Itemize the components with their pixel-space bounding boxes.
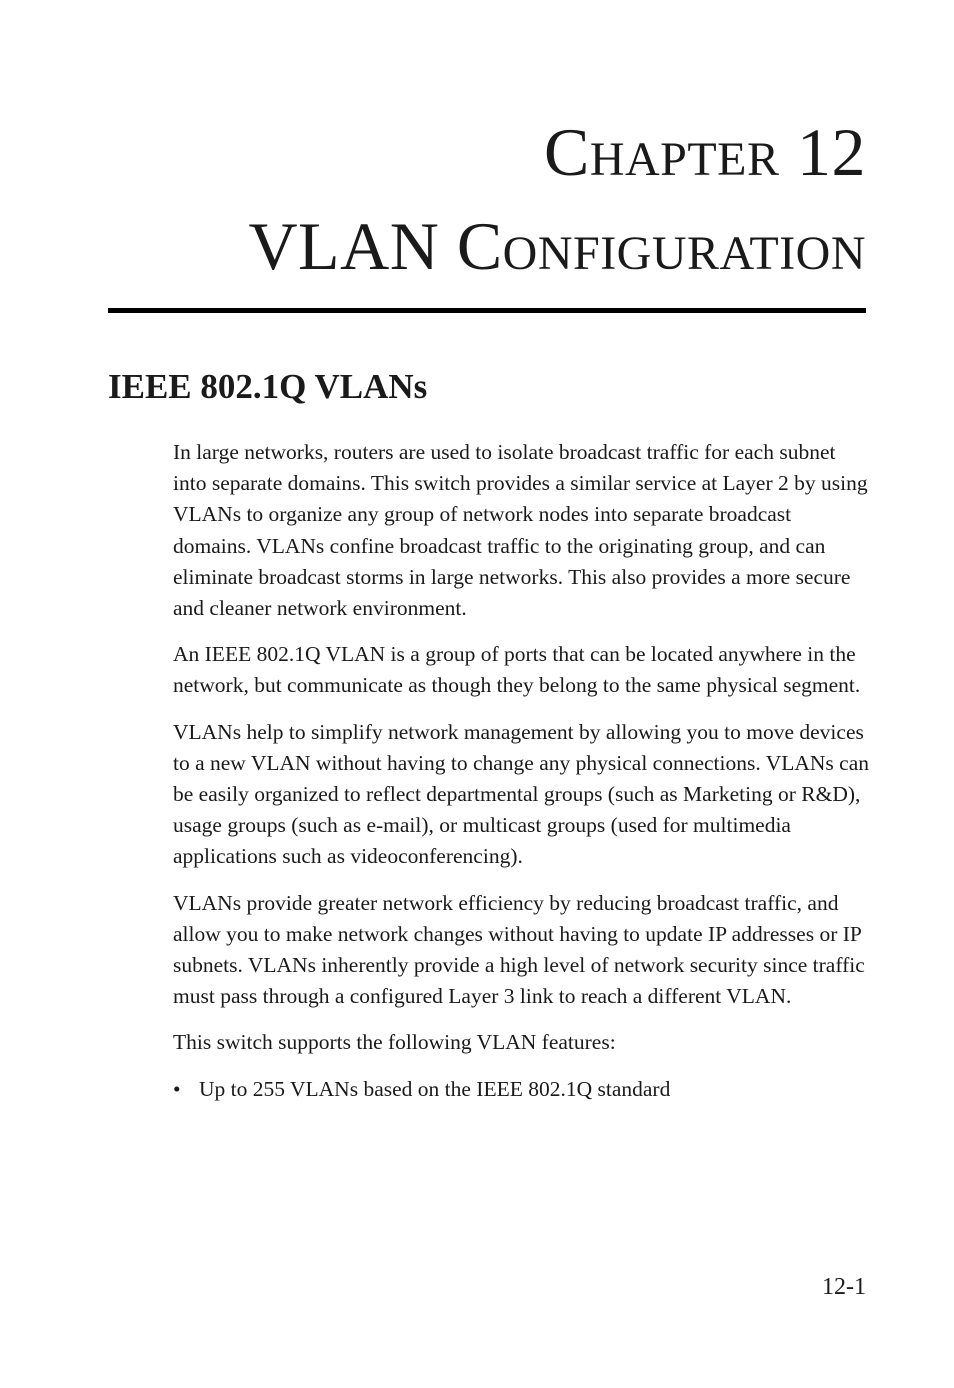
section-title: IEEE 802.1Q VLANs (108, 367, 428, 406)
chapter-title-rest: onfiguration (502, 208, 866, 284)
chapter-title-initial: C (456, 208, 503, 284)
feature-list (173, 1074, 873, 1105)
paragraph: VLANs provide greater network efficiency by reducing broadcast traffic, and allow you to make network changes without having to update IP addresses or IP subnets. VLANs inherently provide a high level of network security since traffic must pass through a configured Layer 3 link to reach a different VLAN. (173, 890, 865, 1009)
page-number: 12-1 (822, 1274, 866, 1300)
list-item-text: Up to 255 VLANs based on the IEEE 802.1Q standard (199, 1076, 671, 1101)
chapter-number-heading (248, 114, 866, 190)
body-text (173, 437, 873, 1105)
chapter-title-word1: VLAN (248, 208, 457, 284)
bullet-icon: • (173, 1076, 181, 1101)
chapter-divider-rule (108, 308, 866, 313)
paragraph: VLANs help to simplify network management by allowing you to move devices to a new VLAN without having to change any physical connections. VLANs can be easily organized to reflect departmental groups (such as Marketing or R&D), usage groups (such as e-mail), or multicast groups (used for multimedia applications such as videoconferencing). (173, 719, 870, 869)
chapter-header (248, 114, 866, 284)
chapter-word-rest: hapter (589, 114, 780, 190)
chapter-title-heading (248, 208, 866, 284)
chapter-initial: C (543, 114, 590, 190)
paragraph: This switch supports the following VLAN features: (173, 1030, 616, 1055)
list-item (173, 1074, 873, 1105)
paragraph: An IEEE 802.1Q VLAN is a group of ports that can be located anywhere in the network, but communicate as though they belong to the same physical segment. (173, 642, 861, 698)
chapter-number: 12 (779, 114, 866, 190)
paragraph: In large networks, routers are used to isolate broadcast traffic for each subnet into separate domains. This switch provides a similar service at Layer 2 by using VLANs to organize any group of network nodes into separate broadcast domains. VLANs confine broadcast traffic to the originating group, and can eliminate broadcast storms in large networks. This also provides a more secure and cleaner network environment. (173, 440, 868, 621)
